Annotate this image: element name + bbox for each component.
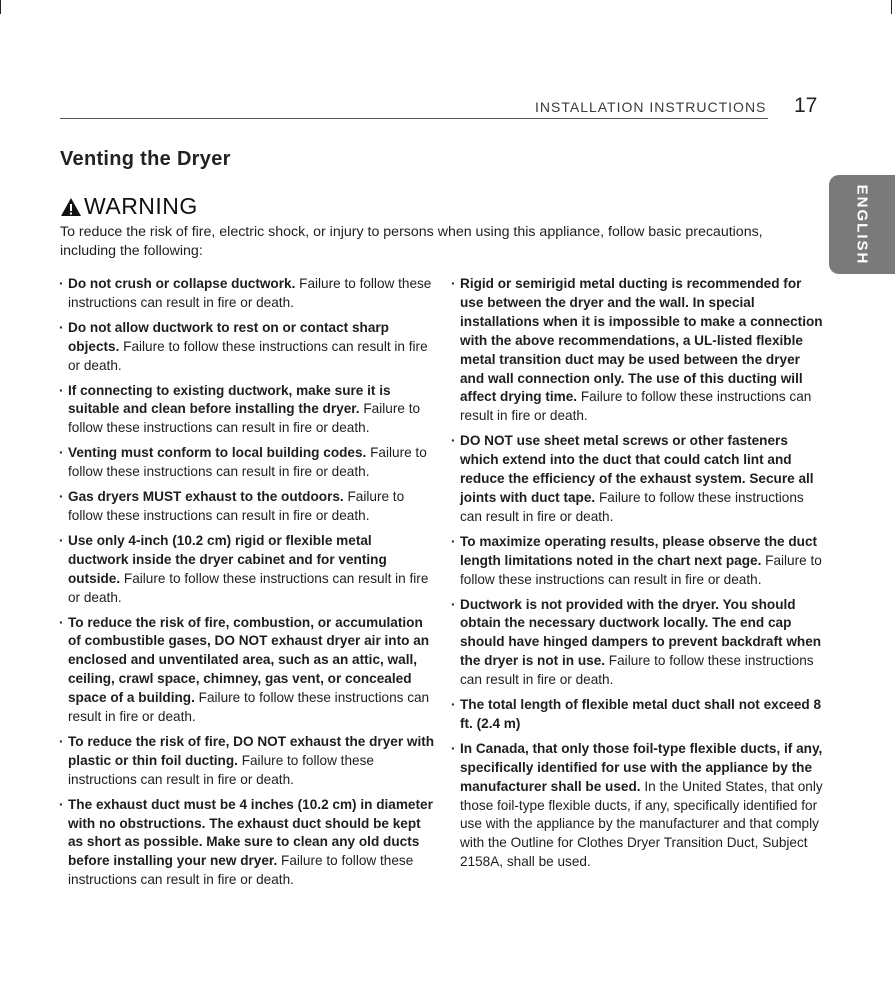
item-text: Failure to follow these instructions can result in fire or death. [68,401,421,436]
list-item [60,796,435,891]
item-bold: If connecting to existing ductwork, make sure it is suitable and clean before installing the dryer. [68,382,391,417]
list-item [452,596,824,691]
item-bold: In Canada, that only those foil-type flexible ducts, if any, specifically identified for use with the appliance by the manufacturer shall be used. [460,740,823,794]
page-edge-mark-left [0,0,1,14]
item-text: Failure to follow these instructions can result in fire or death. [68,570,429,605]
item-bold: To reduce the risk of fire, DO NOT exhaust the dryer with plastic or thin foil ducting. [68,733,435,768]
item-bold: The exhaust duct must be 4 inches (10.2 cm) in diameter with no obstructions. The exhaust duct should be kept as short as possible. Make sure to clean any old ducts before installing your new dryer. [68,796,433,869]
list-item [60,444,435,482]
item-bold: Ductwork is not provided with the dryer. You should obtain the necessary ductwork locally. The end cap should have hinged dampers to prevent backdraft when the dryer is not in use. [460,596,822,669]
item-bold: The total length of flexible metal duct shall not exceed 8 ft. (2.4 m) [460,697,822,731]
item-text: Failure to follow these instructions can result in fire or death. [68,752,374,787]
language-tab-label: ENGLISH [853,184,871,265]
list-item [60,532,435,608]
item-bold: To maximize operating results, please observe the duct length limitations noted in the chart next page. [460,533,818,568]
page-edge-mark-right [891,0,892,14]
language-tab [829,175,895,274]
item-text: Failure to follow these instructions can result in fire or death. [68,489,405,523]
warning-triangle-icon [60,197,82,217]
warning-intro: To reduce the risk of fire, electric shock, or injury to persons when using this appliance, follow basic precautions, including the following: [60,224,763,259]
precautions-right-column [452,275,824,878]
item-bold: To reduce the risk of fire, combustion, or accumulation of combustible gases, DO NOT exhaust dryer air into an enclosed and unventilated area, such as an attic, wall, ceiling, crawl space, chimney, gas vent, or concealed space of a building. [68,614,430,706]
header-rule [60,118,768,119]
item-text: Failure to follow these instructions can result in fire or death. [68,853,414,888]
list-item [60,382,435,439]
item-bold: Use only 4-inch (10.2 cm) rigid or flexible metal ductwork inside the dryer cabinet and for venting outside. [68,532,387,586]
item-bold: Gas dryers MUST exhaust to the outdoors. [68,489,344,505]
item-bold: Do not crush or collapse ductwork. [68,276,296,291]
item-text: In the United States, that only those foil-type flexible ducts, if any, specifically identified for use with the appliance by the manufacturer and that comply with the Outline for Clothes Dryer Transition Duct, Subject 2158A, shall be used. [460,778,823,870]
item-text: Failure to follow these instructions can result in fire or death. [68,338,428,373]
list-item [452,533,824,590]
page-number: 17 [794,94,818,117]
item-text: Failure to follow these instructions can result in fire or death. [68,690,430,725]
item-text: Failure to follow these instructions can result in fire or death. [68,276,432,310]
precautions-left-column [60,275,435,896]
list-item [452,696,824,734]
item-text: Failure to follow these instructions can result in fire or death. [460,389,812,424]
item-text: Failure to follow these instructions can result in fire or death. [68,445,427,480]
item-bold: Venting must conform to local building codes. [68,445,367,461]
list-item [452,740,824,872]
section-title: Venting the Dryer [60,148,231,170]
list-item [60,488,435,526]
warning-heading [60,193,198,220]
item-bold: DO NOT use sheet metal screws or other fasteners which extend into the duct that could catch lint and reduce the efficiency of the exhaust system. Secure all joints with duct tape. [460,433,814,505]
item-text: Failure to follow these instructions can result in fire or death. [460,653,814,688]
list-item [452,275,824,426]
list-item [60,614,435,727]
item-bold: Do not allow ductwork to rest on or contact sharp objects. [68,319,389,354]
item-bold: Rigid or semirigid metal ducting is recommended for use between the dryer and the wall. In special installations when it is impossible to make a connection with the above recommendations, a UL-listed flexible metal transition duct may be used between the dryer and wall connection only. The use of this ducting will affect drying time. [460,276,823,405]
list-item [60,319,435,376]
warning-label: WARNING [84,193,198,219]
page-header [535,96,825,118]
item-text: Failure to follow these instructions can result in fire or death. [460,552,822,587]
list-item [60,733,435,790]
item-text: Failure to follow these instructions can result in fire or death. [460,489,804,524]
list-item [452,432,824,527]
list-item [60,275,435,313]
header-section-title: INSTALLATION INSTRUCTIONS [535,99,767,115]
